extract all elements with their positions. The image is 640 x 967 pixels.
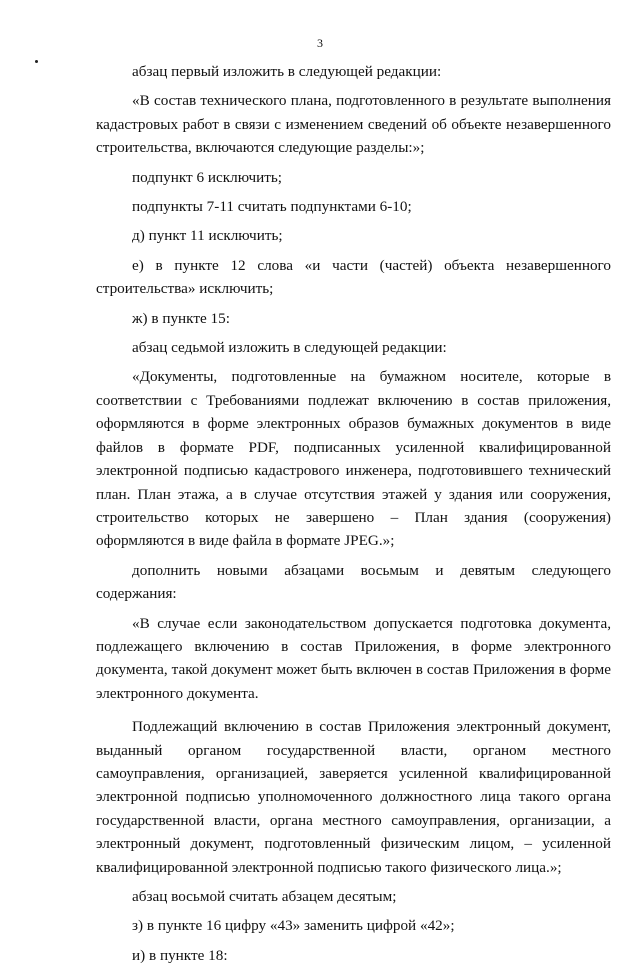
paragraph: «Документы, подготовленные на бумажном носителе, которые в соответствии с Требованиями подлежат включению в состав приложения, оформляются в форме электронных образов бумажных документов в виде файлов в формате PDF, подписанных усиленной квалифицированной электронной подписью кадастрового инженера, подготовившего технический план. План этажа, а в случае отсутствия этажей у здания или сооружения, строительство которых не завершено – План здания (сооружения) оформляются в виде файла в формате JPEG.»; — [96, 368, 611, 550]
paragraph: «В случае если законодательством допускается подготовка документа, подлежащего включению в состав Приложения, в форме электронного документа, такой документ может быть включен в состав Приложения в форме электронного документа. — [96, 614, 611, 702]
paragraph: дополнить новыми абзацами восьмым и девятым следующего содержания: — [96, 561, 611, 603]
paragraph: подпункт 6 исключить; — [132, 168, 283, 186]
paragraph: ж) в пункте 15: — [132, 309, 230, 327]
paragraph: подпункты 7-11 считать подпунктами 6-10; — [132, 198, 412, 216]
paragraph: «В состав технического плана, подготовленного в результате выполнения кадастровых работ в связи с изменением сведений об объекте незавершенного строительства, включаются следующие разделы:»; — [96, 92, 611, 157]
scan-speck — [35, 60, 38, 63]
paragraph: Подлежащий включению в состав Приложения электронный документ, выданный органом государственной власти, органом местного самоуправления, организацией, заверяется усиленной квалифицированной электронной подписью уполномоченного должностного лица такого органа государственной власти, органа местного самоуправления, организации, а электронный документ, подготовленный физическим лицом, – усиленной квалифицированной электронной подписью такого физического лица.»; — [96, 718, 611, 876]
page-number: 3 — [317, 36, 323, 50]
paragraph: д) пункт 11 исключить; — [132, 227, 283, 245]
paragraph: и) в пункте 18: — [132, 946, 228, 964]
paragraph: з) в пункте 16 цифру «43» заменить цифрой «42»; — [132, 917, 455, 935]
document-body — [96, 60, 611, 967]
paragraph: е) в пункте 12 слова «и части (частей) объекта незавершенного строительства» исключить; — [96, 256, 611, 298]
paragraph: абзац первый изложить в следующей редакции: — [132, 63, 442, 80]
paragraph: абзац седьмой изложить в следующей редакции: — [132, 339, 447, 357]
paragraph: абзац восьмой считать абзацем десятым; — [132, 888, 397, 905]
